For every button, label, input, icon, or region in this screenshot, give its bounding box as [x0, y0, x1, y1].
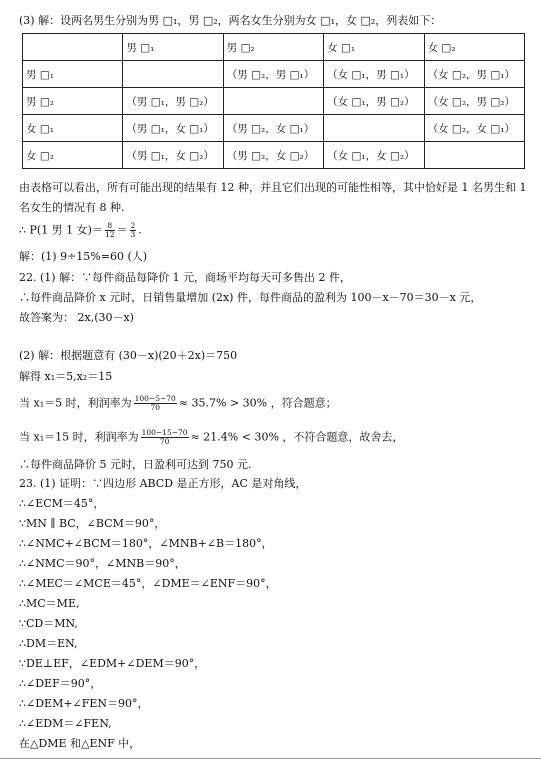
- fraction-numerator: 2: [130, 221, 136, 230]
- profit-rate-suffix: ≈ 21.4% < 30% ，不符合题意，故舍去，: [190, 430, 404, 444]
- q22-line-4: (2) 解：根据题意有 (30－x)(20＋2x)＝750: [19, 349, 238, 362]
- q23-line-6: ∴∠MEC＝∠MCE＝45°，∠DME＝∠ENF＝90°，: [19, 577, 277, 590]
- fraction-numerator: 8: [105, 222, 115, 231]
- table-cell: [123, 61, 223, 88]
- page-bottom-divider: [0, 758, 541, 759]
- q22-line-3: 故答案为： 2x,(30－x): [19, 311, 134, 324]
- equals-sign: ＝: [116, 223, 128, 237]
- q23-line-1: 23. (1) 证明：∵四边形 ABCD 是正方形，AC 是对角线，: [19, 477, 307, 490]
- table-cell: 女 □₁: [23, 115, 123, 142]
- table-cell: 女 □₂: [424, 34, 524, 61]
- q23-line-5: ∴∠NMC＝90°，∠MNB＝90°，: [19, 557, 186, 570]
- q23-line-7: ∴MC＝ME,: [19, 597, 80, 610]
- table-cell: （男 □₂，男 □₁）: [223, 61, 323, 88]
- q23-line-13: ∴∠EDM＝∠FEN,: [19, 717, 112, 730]
- q23-line-3: ∵MN ∥ BC，∠BCM＝90°，: [19, 517, 166, 530]
- conclusion-line-2: 名女生的情况有 8 种.: [19, 201, 125, 214]
- table-cell: （男 □₁，女 □₁）: [123, 115, 223, 142]
- probability-suffix: .: [138, 223, 142, 237]
- q22-line-1: 22. (1) 解：∵每件商品每降价 1 元，商场平均每天可多售出 2 件，: [19, 271, 352, 284]
- profit-rate-suffix: ≈ 35.7% > 30% ，符合题意；: [178, 396, 337, 410]
- fraction-denominator: 70: [150, 403, 160, 412]
- profit-fraction: [141, 429, 189, 446]
- fraction-numerator: 100−15−70: [141, 428, 188, 437]
- q23-line-10: ∵DE⊥EF，∠EDM+∠DEM＝90°，: [19, 657, 206, 670]
- table-cell: 男 □₁: [23, 61, 123, 88]
- table-cell: [324, 115, 424, 142]
- fraction-numerator: 100−5−70: [134, 394, 176, 403]
- table-cell: 男 □₂: [223, 34, 323, 61]
- fraction-8-12: [105, 222, 115, 239]
- table-cell: 男 □₁: [123, 34, 223, 61]
- table-cell: （男 □₁，女 □₂）: [123, 142, 223, 169]
- table-cell: （女 □₂，男 □₂）: [424, 88, 524, 115]
- table-cell: （男 □₁，男 □₂）: [123, 88, 223, 115]
- q23-line-12: ∴∠DEM+∠FEN＝90°，: [19, 697, 149, 710]
- q22-line-8: ∴每件商品降价 5 元时，日盈利可达到 750 元.: [19, 458, 252, 471]
- q22-line-2: ∴每件商品降价 x 元时，日销售量增加 (2x) 件，每件商品的盈利为 100－x－70＝30－x 元，: [19, 291, 482, 304]
- table-cell: 女 □₁: [324, 34, 424, 61]
- probability-prefix: ∴ P(1 男 1 女)＝: [19, 223, 103, 237]
- conclusion-line-1: 由表格可以看出，所有可能出现的结果有 12 种，并且它们出现的可能性相等，其中恰好是 1 名男生和 1: [19, 181, 527, 194]
- fraction-denominator: 70: [159, 437, 170, 446]
- profit-fraction: [134, 395, 177, 412]
- profit-rate-prefix: 当 x₁＝5 时，利润率为: [19, 396, 132, 410]
- q23-line-9: ∴DM＝EN,: [19, 637, 78, 650]
- table-cell: （女 □₁，男 □₂）: [324, 88, 424, 115]
- q23-line-4: ∴∠NMC+∠BCM＝180°，∠MNB+∠B＝180°，: [19, 537, 273, 550]
- fraction-2-3: [130, 222, 137, 239]
- outcome-table: [22, 33, 525, 169]
- q22-line-5: 解得 x₁＝5,x₂＝15: [19, 370, 113, 383]
- table-cell: （女 □₂，男 □₁）: [424, 61, 524, 88]
- table-row: [23, 142, 525, 169]
- q23-line-14: 在△DME 和△ENF 中，: [19, 737, 141, 750]
- table-row: [23, 115, 525, 142]
- q23-line-11: ∴∠DEF＝90°，: [19, 677, 102, 690]
- table-cell: （女 □₂，女 □₁）: [424, 115, 524, 142]
- profit-rate-prefix: 当 x₁＝15 时，利润率为: [19, 430, 139, 444]
- part3-intro: (3) 解：设两名男生分别为男 □₁，男 □₂，两名女生分别为女 □₁，女 □₂，列表如下：: [19, 14, 442, 27]
- table-cell: （女 □₁，女 □₂）: [324, 142, 424, 169]
- fraction-denominator: 3: [130, 230, 136, 239]
- table-cell: （男 □₂，女 □₁）: [223, 115, 323, 142]
- table-cell: （女 □₁，男 □₁）: [324, 61, 424, 88]
- table-cell: [223, 88, 323, 115]
- table-row: [23, 88, 525, 115]
- table-cell: [424, 142, 524, 169]
- table-cell: （男 □₂，女 □₂）: [223, 142, 323, 169]
- q23-line-2: ∴∠ECM＝45°，: [19, 497, 105, 510]
- table-cell: [23, 34, 123, 61]
- q22-line-7: [19, 429, 403, 446]
- probability-line: [19, 222, 142, 239]
- fraction-denominator: 12: [104, 230, 115, 239]
- table-row: [23, 61, 525, 88]
- table-cell: 女 □₂: [23, 142, 123, 169]
- solution-part1: 解：(1) 9÷15%=60 (人): [19, 250, 148, 263]
- q23-line-8: ∵CD＝MN,: [19, 617, 78, 630]
- table-header-row: [23, 34, 525, 61]
- table-cell: 男 □₂: [23, 88, 123, 115]
- q22-line-6: [19, 395, 337, 412]
